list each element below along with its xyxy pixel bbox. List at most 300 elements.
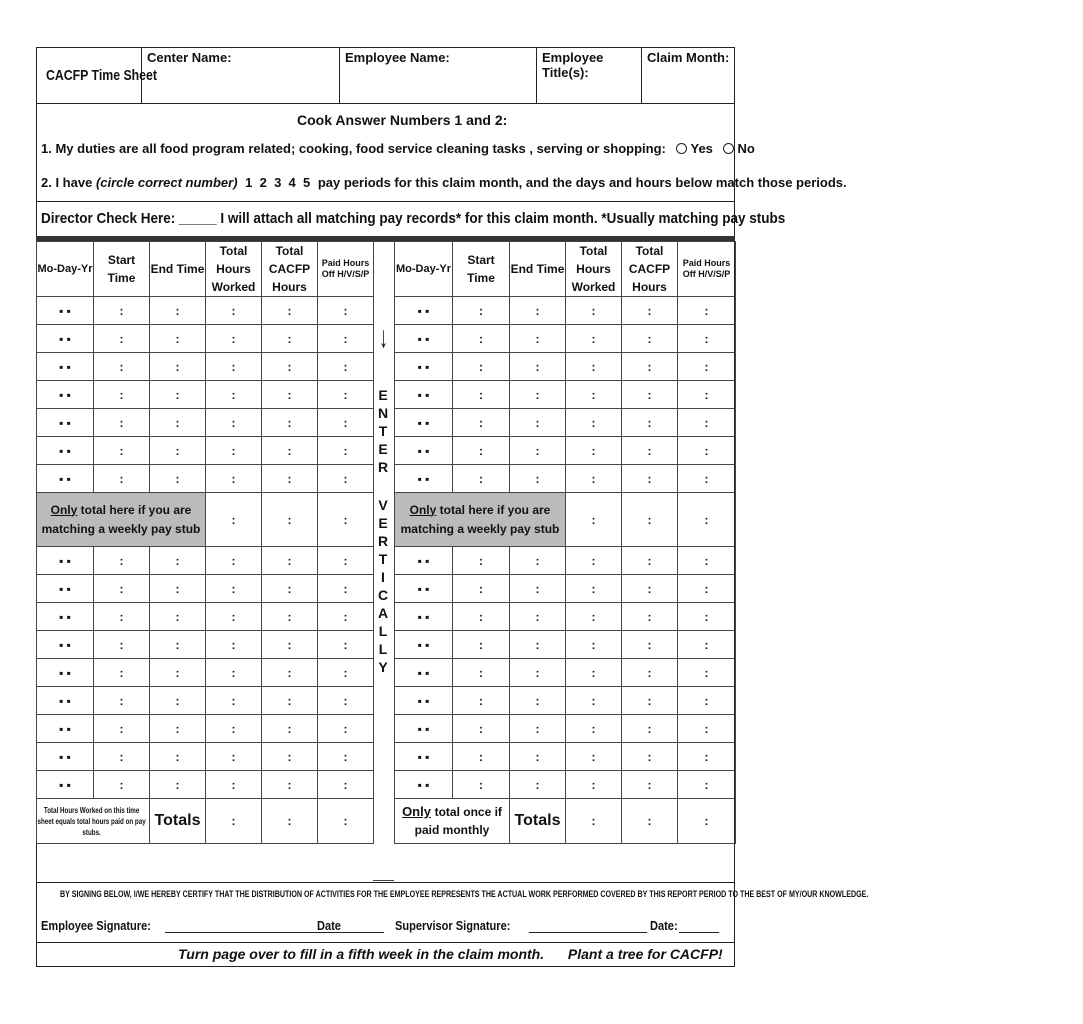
- right-table-row: [395, 437, 736, 465]
- col-paid-hours-off-header: Paid Hours Off H/V/S/P: [318, 242, 374, 297]
- claim-month-label: Claim Month:: [647, 50, 730, 65]
- date-cell[interactable]: ▪ ▪: [395, 465, 453, 493]
- date-cell[interactable]: ▪ ▪: [395, 743, 453, 771]
- time-cell[interactable]: :: [150, 437, 206, 465]
- total-hours-note: [37, 799, 150, 844]
- supervisor-signature-line[interactable]: [529, 932, 647, 933]
- time-cell[interactable]: :: [262, 437, 318, 465]
- left-table-row: [37, 659, 374, 687]
- time-cell[interactable]: :: [510, 353, 566, 381]
- time-cell[interactable]: :: [206, 659, 262, 687]
- director-check-text: Director Check Here: _____ I will attach all matching pay records* for this claim month. *Usually matching pay stubs: [41, 210, 786, 227]
- date-cell[interactable]: ▪ ▪: [395, 631, 453, 659]
- time-cell[interactable]: :: [622, 353, 678, 381]
- vertical-letter: V: [378, 497, 388, 513]
- right-table-row: [395, 297, 736, 325]
- time-cell[interactable]: :: [566, 437, 622, 465]
- time-cell[interactable]: :: [453, 437, 510, 465]
- time-cell[interactable]: :: [622, 743, 678, 771]
- date-cell[interactable]: ▪ ▪: [37, 381, 94, 409]
- time-cell[interactable]: :: [453, 659, 510, 687]
- col-start-header: Start Time: [94, 242, 150, 297]
- time-cell[interactable]: :: [622, 297, 678, 325]
- time-cell[interactable]: :: [678, 659, 736, 687]
- time-cell[interactable]: :: [678, 603, 736, 631]
- date-cell[interactable]: ▪ ▪: [395, 325, 453, 353]
- monthly-total-text: total once if paid monthly: [414, 805, 502, 837]
- time-cell[interactable]: :: [453, 381, 510, 409]
- time-cell[interactable]: :: [510, 297, 566, 325]
- date-cell[interactable]: ▪ ▪: [37, 465, 94, 493]
- date-cell[interactable]: ▪ ▪: [395, 437, 453, 465]
- time-cell[interactable]: :: [94, 771, 150, 799]
- time-cell[interactable]: :: [94, 575, 150, 603]
- cert-divider: [36, 882, 735, 883]
- date-line-1[interactable]: [344, 932, 384, 933]
- time-cell[interactable]: :: [206, 353, 262, 381]
- date-cell[interactable]: ▪ ▪: [37, 353, 94, 381]
- time-cell[interactable]: :: [318, 465, 374, 493]
- date-cell[interactable]: ▪ ▪: [395, 715, 453, 743]
- date-cell[interactable]: ▪ ▪: [37, 325, 94, 353]
- right-header-row: [395, 242, 736, 297]
- time-cell[interactable]: :: [678, 465, 736, 493]
- right-table-row: [395, 603, 736, 631]
- weekly-total-cell[interactable]: :: [206, 493, 262, 547]
- date-cell[interactable]: ▪ ▪: [395, 771, 453, 799]
- question-1: [41, 141, 755, 156]
- right-table-row: [395, 409, 736, 437]
- date-cell[interactable]: ▪ ▪: [37, 547, 94, 575]
- time-cell[interactable]: :: [150, 743, 206, 771]
- director-check: [41, 210, 868, 227]
- time-cell[interactable]: :: [262, 631, 318, 659]
- time-cell[interactable]: :: [94, 687, 150, 715]
- time-cell[interactable]: :: [206, 603, 262, 631]
- time-cell[interactable]: :: [566, 547, 622, 575]
- time-cell[interactable]: :: [318, 659, 374, 687]
- date-cell[interactable]: ▪ ▪: [37, 771, 94, 799]
- date-cell[interactable]: ▪ ▪: [395, 409, 453, 437]
- date-cell[interactable]: ▪ ▪: [395, 297, 453, 325]
- totals-cell[interactable]: :: [622, 799, 678, 844]
- col-total-cacfp-header: Total CACFP Hours: [622, 242, 678, 297]
- yes-label: Yes: [690, 141, 713, 156]
- weekly-total-cell[interactable]: :: [678, 493, 736, 547]
- time-cell[interactable]: :: [622, 381, 678, 409]
- time-cell[interactable]: :: [262, 687, 318, 715]
- totals-cell[interactable]: :: [206, 799, 262, 844]
- time-cell[interactable]: :: [678, 771, 736, 799]
- time-cell[interactable]: :: [318, 631, 374, 659]
- time-cell[interactable]: :: [678, 575, 736, 603]
- left-table-row: [37, 547, 374, 575]
- form-title-text: CACFP Time Sheet: [46, 67, 157, 84]
- time-cell[interactable]: :: [262, 297, 318, 325]
- left-table-row: [37, 353, 374, 381]
- time-cell[interactable]: :: [318, 297, 374, 325]
- time-cell[interactable]: :: [94, 715, 150, 743]
- time-cell[interactable]: :: [318, 575, 374, 603]
- only-text: Only: [50, 502, 78, 517]
- time-cell[interactable]: :: [566, 575, 622, 603]
- date-cell[interactable]: ▪ ▪: [37, 603, 94, 631]
- date-cell[interactable]: ▪ ▪: [37, 743, 94, 771]
- left-table-row: [37, 631, 374, 659]
- time-cell[interactable]: :: [262, 575, 318, 603]
- time-cell[interactable]: :: [453, 715, 510, 743]
- vertical-letter: E: [378, 441, 388, 457]
- time-cell[interactable]: :: [566, 659, 622, 687]
- right-table-row: [395, 687, 736, 715]
- date-cell[interactable]: ▪ ▪: [37, 409, 94, 437]
- time-cell[interactable]: :: [622, 465, 678, 493]
- time-cell[interactable]: :: [206, 575, 262, 603]
- date-cell[interactable]: ▪ ▪: [37, 631, 94, 659]
- time-cell[interactable]: :: [262, 381, 318, 409]
- col-start-header: Start Time: [453, 242, 510, 297]
- right-table-row: [395, 659, 736, 687]
- time-cell[interactable]: :: [453, 297, 510, 325]
- time-cell[interactable]: :: [150, 353, 206, 381]
- time-cell[interactable]: :: [262, 353, 318, 381]
- time-cell[interactable]: :: [622, 409, 678, 437]
- time-cell[interactable]: :: [206, 631, 262, 659]
- totals-cell[interactable]: :: [318, 799, 374, 844]
- time-cell[interactable]: :: [678, 353, 736, 381]
- right-timesheet-table: [394, 241, 736, 844]
- totals-cell[interactable]: :: [678, 799, 736, 844]
- weekly-total-text: total here if you are matching a weekly pay stub: [400, 502, 560, 536]
- time-cell[interactable]: :: [678, 687, 736, 715]
- claim-month-field[interactable]: [642, 47, 735, 104]
- col-paid-hours-off-header: Paid Hours Off H/V/S/P: [678, 242, 736, 297]
- time-cell[interactable]: :: [678, 715, 736, 743]
- vertical-letter: [372, 486, 394, 496]
- no-radio[interactable]: [723, 143, 734, 154]
- time-cell[interactable]: :: [678, 631, 736, 659]
- time-cell[interactable]: :: [453, 409, 510, 437]
- time-cell[interactable]: :: [622, 631, 678, 659]
- time-cell[interactable]: :: [566, 409, 622, 437]
- vertical-letter: R: [377, 459, 389, 475]
- signature-row: [41, 918, 731, 938]
- date-cell[interactable]: ▪ ▪: [37, 437, 94, 465]
- time-cell[interactable]: :: [206, 547, 262, 575]
- date-cell[interactable]: ▪ ▪: [395, 575, 453, 603]
- date-cell[interactable]: ▪ ▪: [395, 547, 453, 575]
- time-cell[interactable]: :: [622, 659, 678, 687]
- time-cell[interactable]: :: [510, 575, 566, 603]
- time-cell[interactable]: :: [510, 603, 566, 631]
- time-cell[interactable]: :: [566, 603, 622, 631]
- time-cell[interactable]: :: [318, 687, 374, 715]
- time-cell[interactable]: :: [566, 743, 622, 771]
- footer-divider: [36, 942, 735, 943]
- right-table-row: [395, 575, 736, 603]
- weekly-total-cell[interactable]: :: [262, 493, 318, 547]
- time-cell[interactable]: :: [150, 297, 206, 325]
- right-table-row: [395, 715, 736, 743]
- employee-signature-label: Employee Signature:: [41, 918, 151, 933]
- left-table-row: [37, 603, 374, 631]
- time-cell[interactable]: :: [453, 325, 510, 353]
- time-cell[interactable]: :: [262, 771, 318, 799]
- time-cell[interactable]: :: [150, 575, 206, 603]
- time-cell[interactable]: :: [206, 325, 262, 353]
- footer-right-text: Plant a tree for CACFP!: [567, 946, 723, 962]
- time-cell[interactable]: :: [622, 575, 678, 603]
- vertical-letter: L: [378, 641, 388, 657]
- time-cell[interactable]: :: [318, 409, 374, 437]
- time-cell[interactable]: :: [206, 437, 262, 465]
- time-cell[interactable]: :: [510, 659, 566, 687]
- time-cell[interactable]: :: [453, 631, 510, 659]
- time-cell[interactable]: :: [510, 325, 566, 353]
- totals-cell[interactable]: :: [566, 799, 622, 844]
- time-cell[interactable]: :: [510, 437, 566, 465]
- col-end-header: End Time: [150, 242, 206, 297]
- left-table-row: [37, 715, 374, 743]
- divider: [36, 201, 735, 202]
- time-cell[interactable]: :: [678, 297, 736, 325]
- vertical-letter: I: [381, 569, 385, 585]
- weekly-total-text: total here if you are matching a weekly pay stub: [41, 502, 201, 536]
- time-cell[interactable]: :: [510, 465, 566, 493]
- time-cell[interactable]: :: [566, 465, 622, 493]
- supervisor-signature-label: Supervisor Signature:: [395, 918, 511, 933]
- time-cell[interactable]: :: [150, 409, 206, 437]
- certification-statement: [60, 889, 1083, 899]
- time-cell[interactable]: :: [678, 547, 736, 575]
- date-cell[interactable]: ▪ ▪: [37, 715, 94, 743]
- time-cell[interactable]: :: [318, 353, 374, 381]
- left-weekly-total-row: [37, 493, 374, 547]
- only-text: Only: [409, 502, 437, 517]
- time-cell[interactable]: :: [510, 381, 566, 409]
- totals-label: Totals: [510, 799, 566, 844]
- weekly-total-label: [395, 493, 566, 547]
- right-table-row: [395, 353, 736, 381]
- right-totals-row: [395, 799, 736, 844]
- date-cell[interactable]: ▪ ▪: [395, 687, 453, 715]
- time-cell[interactable]: :: [622, 603, 678, 631]
- vertical-letter: A: [377, 605, 389, 621]
- time-cell[interactable]: :: [94, 297, 150, 325]
- time-cell[interactable]: :: [94, 659, 150, 687]
- time-cell[interactable]: :: [94, 547, 150, 575]
- time-cell[interactable]: :: [206, 409, 262, 437]
- time-cell[interactable]: :: [318, 547, 374, 575]
- time-cell[interactable]: :: [622, 437, 678, 465]
- time-cell[interactable]: :: [318, 325, 374, 353]
- vertical-letter: R: [377, 533, 389, 549]
- time-cell[interactable]: :: [262, 547, 318, 575]
- left-table-row: [37, 465, 374, 493]
- time-cell[interactable]: :: [566, 381, 622, 409]
- employee-title-label: Employee Title(s):: [542, 50, 604, 80]
- time-cell[interactable]: :: [566, 325, 622, 353]
- time-cell[interactable]: :: [678, 325, 736, 353]
- employee-title-field[interactable]: [537, 47, 642, 104]
- col-date-header: Mo-Day-Yr: [37, 242, 94, 297]
- vertical-letter: E: [378, 515, 388, 531]
- time-cell[interactable]: :: [510, 743, 566, 771]
- right-table-row: [395, 743, 736, 771]
- time-cell[interactable]: :: [453, 575, 510, 603]
- time-cell[interactable]: :: [94, 381, 150, 409]
- weekly-total-label: [37, 493, 206, 547]
- date-cell[interactable]: ▪ ▪: [37, 687, 94, 715]
- col-end-header: End Time: [510, 242, 566, 297]
- time-cell[interactable]: :: [510, 771, 566, 799]
- left-table-row: [37, 687, 374, 715]
- time-cell[interactable]: :: [150, 547, 206, 575]
- left-table-row: [37, 325, 374, 353]
- question-2-prefix: 2. I have: [41, 175, 93, 190]
- time-cell[interactable]: :: [206, 381, 262, 409]
- date-cell[interactable]: ▪ ▪: [395, 659, 453, 687]
- time-cell[interactable]: :: [453, 465, 510, 493]
- time-cell[interactable]: :: [510, 687, 566, 715]
- time-cell[interactable]: :: [318, 771, 374, 799]
- vertical-letter: Y: [378, 659, 388, 675]
- time-cell[interactable]: :: [94, 743, 150, 771]
- yes-radio[interactable]: [676, 143, 687, 154]
- form-title: [36, 47, 157, 104]
- time-cell[interactable]: :: [206, 465, 262, 493]
- date-cell[interactable]: ▪ ▪: [37, 659, 94, 687]
- col-total-hours-header: Total Hours Worked: [566, 242, 622, 297]
- time-cell[interactable]: :: [94, 603, 150, 631]
- time-cell[interactable]: :: [678, 743, 736, 771]
- time-cell[interactable]: :: [94, 631, 150, 659]
- time-cell[interactable]: :: [510, 409, 566, 437]
- time-cell[interactable]: :: [94, 437, 150, 465]
- time-cell[interactable]: :: [453, 603, 510, 631]
- employee-name-field[interactable]: [340, 47, 537, 104]
- time-cell[interactable]: :: [262, 325, 318, 353]
- time-cell[interactable]: :: [622, 547, 678, 575]
- time-cell[interactable]: :: [150, 603, 206, 631]
- time-cell[interactable]: :: [453, 743, 510, 771]
- time-cell[interactable]: :: [566, 715, 622, 743]
- only-text: Only: [402, 804, 431, 819]
- time-cell[interactable]: :: [318, 715, 374, 743]
- time-cell[interactable]: :: [453, 353, 510, 381]
- vertical-letter: [372, 476, 394, 486]
- total-hours-note-text: Total Hours Worked on this time sheet equals total hours paid on pay stubs.: [37, 805, 146, 837]
- time-cell[interactable]: :: [510, 631, 566, 659]
- time-cell[interactable]: :: [262, 743, 318, 771]
- time-cell[interactable]: :: [262, 465, 318, 493]
- time-cell[interactable]: :: [206, 297, 262, 325]
- vertical-letter: T: [378, 423, 388, 439]
- time-cell[interactable]: :: [318, 743, 374, 771]
- cook-heading: Cook Answer Numbers 1 and 2:: [297, 112, 508, 128]
- time-cell[interactable]: :: [622, 687, 678, 715]
- time-cell[interactable]: :: [94, 465, 150, 493]
- time-cell[interactable]: :: [150, 687, 206, 715]
- header-row: [36, 47, 735, 104]
- time-cell[interactable]: :: [453, 687, 510, 715]
- time-cell[interactable]: :: [150, 771, 206, 799]
- time-cell[interactable]: :: [622, 325, 678, 353]
- time-cell[interactable]: :: [622, 715, 678, 743]
- time-cell[interactable]: :: [566, 353, 622, 381]
- time-cell[interactable]: :: [318, 603, 374, 631]
- time-cell[interactable]: :: [678, 437, 736, 465]
- time-cell[interactable]: :: [150, 381, 206, 409]
- time-cell[interactable]: :: [206, 743, 262, 771]
- pay-period-numbers[interactable]: 1 2 3 4 5: [245, 175, 311, 190]
- time-cell[interactable]: :: [566, 631, 622, 659]
- left-timesheet-table: [36, 241, 374, 844]
- time-cell[interactable]: :: [566, 687, 622, 715]
- footer-left-text: Turn page over to fill in a fifth week in the claim month.: [178, 946, 545, 962]
- time-cell[interactable]: :: [150, 325, 206, 353]
- date-cell[interactable]: ▪ ▪: [37, 575, 94, 603]
- time-cell[interactable]: :: [94, 409, 150, 437]
- weekly-total-cell[interactable]: :: [318, 493, 374, 547]
- time-cell[interactable]: :: [262, 715, 318, 743]
- time-cell[interactable]: :: [206, 771, 262, 799]
- time-cell[interactable]: :: [318, 437, 374, 465]
- time-cell[interactable]: :: [206, 715, 262, 743]
- col-date-header: Mo-Day-Yr: [395, 242, 453, 297]
- time-cell[interactable]: :: [510, 715, 566, 743]
- no-label: No: [737, 141, 755, 156]
- right-table-row: [395, 631, 736, 659]
- totals-cell[interactable]: :: [262, 799, 318, 844]
- weekly-total-cell[interactable]: :: [622, 493, 678, 547]
- time-cell[interactable]: :: [150, 659, 206, 687]
- date-cell[interactable]: ▪ ▪: [395, 603, 453, 631]
- time-cell[interactable]: :: [318, 381, 374, 409]
- time-cell[interactable]: :: [94, 325, 150, 353]
- right-table-row: [395, 771, 736, 799]
- time-cell[interactable]: :: [150, 465, 206, 493]
- time-cell[interactable]: :: [622, 771, 678, 799]
- time-cell[interactable]: :: [262, 603, 318, 631]
- date-cell[interactable]: ▪ ▪: [37, 297, 94, 325]
- weekly-total-cell[interactable]: :: [566, 493, 622, 547]
- date-line-2[interactable]: [679, 932, 719, 933]
- time-cell[interactable]: :: [566, 297, 622, 325]
- time-cell[interactable]: :: [150, 715, 206, 743]
- totals-label: Totals: [150, 799, 206, 844]
- time-cell[interactable]: :: [206, 687, 262, 715]
- time-cell[interactable]: :: [453, 771, 510, 799]
- time-cell[interactable]: :: [566, 771, 622, 799]
- time-cell[interactable]: :: [453, 547, 510, 575]
- time-cell[interactable]: :: [678, 381, 736, 409]
- col-total-cacfp-header: Total CACFP Hours: [262, 242, 318, 297]
- right-weekly-total-row: [395, 493, 736, 547]
- date-cell[interactable]: ▪ ▪: [395, 353, 453, 381]
- time-cell[interactable]: :: [262, 409, 318, 437]
- date-cell[interactable]: ▪ ▪: [395, 381, 453, 409]
- time-cell[interactable]: :: [510, 547, 566, 575]
- time-cell[interactable]: :: [678, 409, 736, 437]
- left-table-row: [37, 297, 374, 325]
- time-cell[interactable]: :: [150, 631, 206, 659]
- time-cell[interactable]: :: [94, 353, 150, 381]
- center-name-field[interactable]: [142, 47, 340, 104]
- question-2-italic: (circle correct number): [95, 175, 238, 190]
- time-cell[interactable]: :: [262, 659, 318, 687]
- left-table-row: [37, 575, 374, 603]
